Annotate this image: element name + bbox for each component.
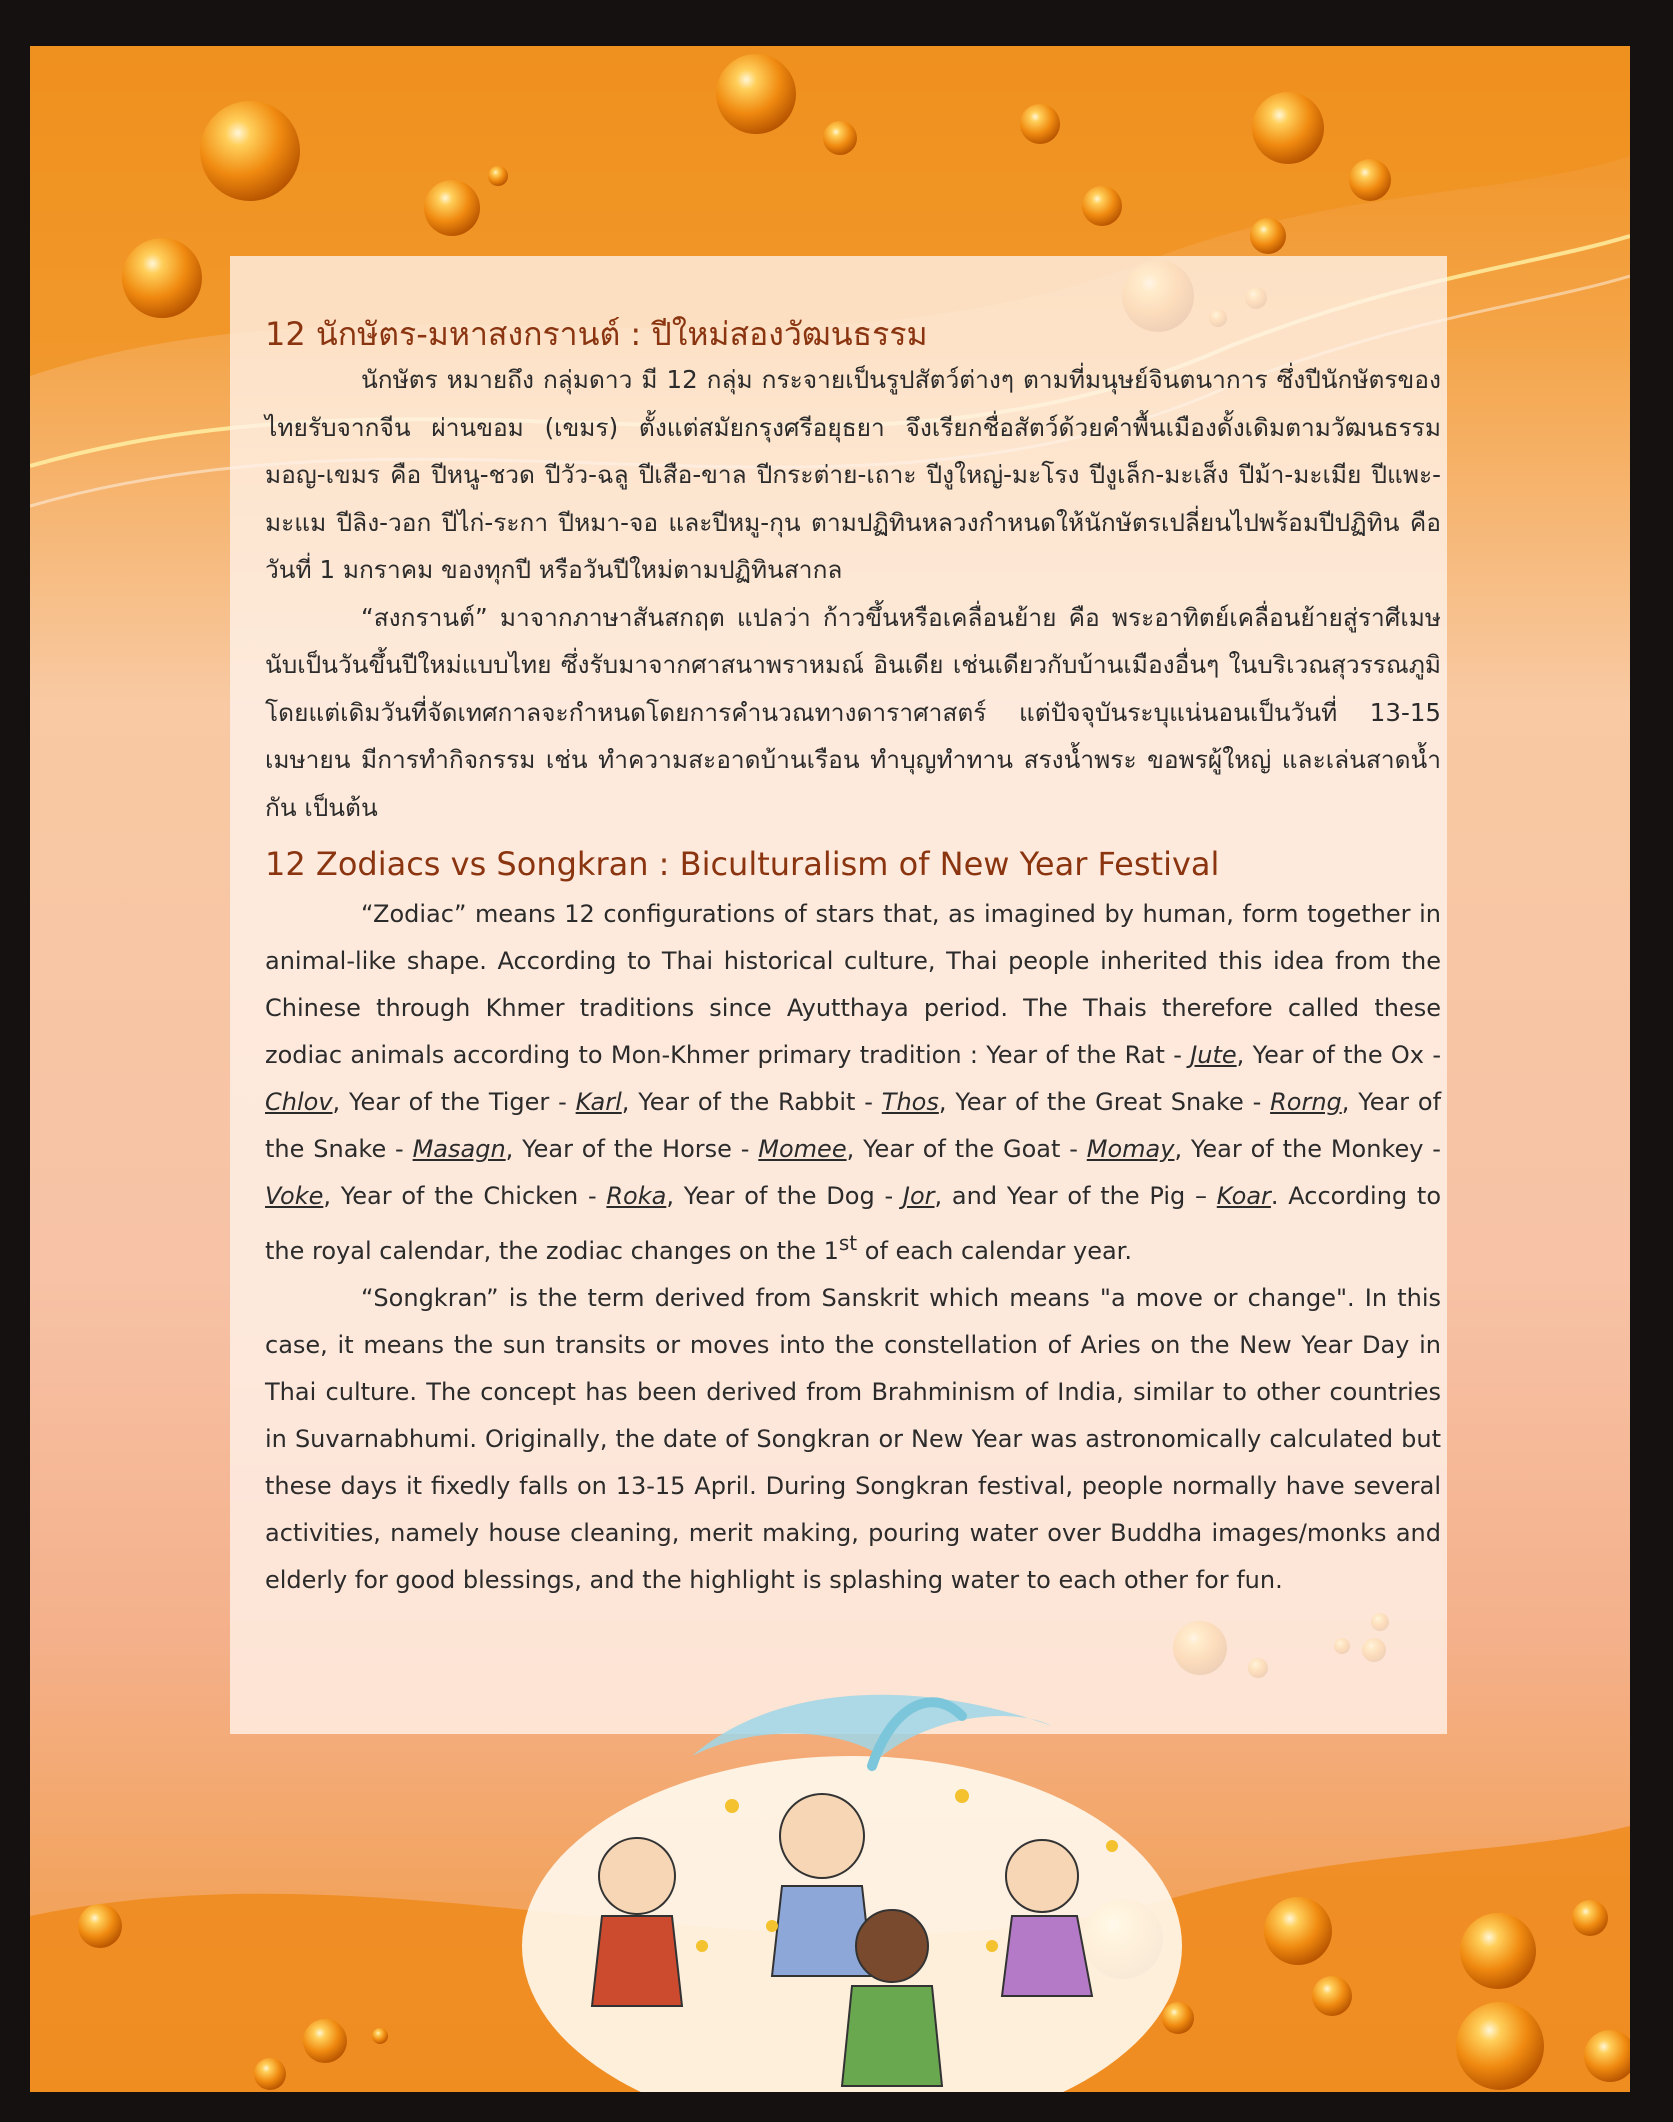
songkran-children-illustration [492,1646,1212,2092]
thai-section-body [265,356,1441,831]
zodiac-year-separator: , [1236,1041,1253,1069]
zodiac-year-name: Koar [1216,1182,1271,1210]
english-zodiac-paragraph [265,891,1441,1275]
zodiac-year [522,1135,863,1163]
zodiac-year-separator: , [938,1088,956,1116]
english-songkran-paragraph: “Songkran” is the term derived from Sanskrit which means "a move or change". In this case, it means the sun transits or moves into the constellation of Aries on the New Year Day in Thai culture. The concept has been derived from Brahminism of India, similar to other countries in Suvarnabhumi. Originally, the date of Songkran or New Year was astronomically calculated but these days it fixedly falls on 13-15 April. During Songkran festival, people normally have several activities, namely house cleaning, merit making, pouring water over Buddha images/monks and elderly for good blessings, and the highlight is splashing water to each other for fun. [265,1284,1441,1594]
zodiac-year-separator: , [323,1182,341,1210]
ordinal-suffix: st [838,1231,858,1255]
zodiac-year [1007,1182,1288,1210]
zodiac-year [349,1088,638,1116]
zodiac-year-separator: , [846,1135,864,1163]
zodiac-year-label: Year of the Ox - [1252,1041,1441,1069]
zodiac-year-label: Year of the Great Snake - [955,1088,1271,1116]
zodiac-year-label: Year of the Goat - [863,1135,1087,1163]
zodiac-year-label: Year of the Chicken - [340,1182,607,1210]
english-section-body [265,891,1441,1604]
zodiac-year [955,1088,1358,1116]
zodiac-year [684,1182,1007,1210]
zodiac-year-name: Roka [606,1182,667,1210]
zodiac-year-separator: , [621,1088,639,1116]
zodiac-year-separator: , [1341,1088,1359,1116]
zodiac-year [638,1088,955,1116]
zodiac-intro-text: “Zodiac” means 12 configurations of stars that, as imagined by human, form together in animal-like shape. According to Thai historical culture, Thai people inherited this idea from the Chinese through Khmer traditions since Ayutthaya period. The Thais therefore called these zodiac animals according to Mon-Khmer primary tradition : [265,900,1441,1069]
zodiac-year-name: Karl [575,1088,622,1116]
brochure-page [30,46,1630,2092]
zodiac-year-name: Rorng [1270,1088,1342,1116]
zodiac-year-name: Chlov [265,1088,333,1116]
zodiac-year-name: Jor [902,1182,935,1210]
zodiac-year [863,1135,1191,1163]
zodiac-year-name: Voke [265,1182,324,1210]
zodiac-year-label: Year of the Horse - [522,1135,759,1163]
english-section-title: 12 Zodiacs vs Songkran : Biculturalism of New Year Festival [265,845,1220,883]
zodiac-year-label: Year of the Rat - [986,1041,1191,1069]
zodiac-year-separator: , [1174,1135,1191,1163]
zodiac-year-name: Thos [881,1088,939,1116]
zodiac-year-name: Masagn [412,1135,506,1163]
thai-zodiac-paragraph: นักษัตร หมายถึง กลุ่มดาว มี 12 กลุ่ม กระจายเป็นรูปสัตว์ต่างๆ ตามที่มนุษย์จินตนาการ ซึ่งปีนักษัตรของไทยรับจากจีน ผ่านขอม (เขมร) ตั้งแต่สมัยกรุงศรีอยุธยา จึงเรียกชื่อสัตว์ด้วยคำพื้นเมืองดั้งเดิมตามวัฒนธรรมมอญ-เขมร คือ ปีหนู-ชวด ปีวัว-ฉลู ปีเสือ-ขาล ปีกระต่าย-เถาะ ปีงูใหญ่-มะโรง ปีงูเล็ก-มะเส็ง ปีม้า-มะเมีย ปีแพะ-มะแม ปีลิง-วอก ปีไก่-ระกา ปีหมา-จอ และปีหมู-กุน ตามปฏิทินหลวงกำหนดให้นักษัตรเปลี่ยนไปพร้อมปีปฏิทิน คือ วันที่ 1 มกราคม ของทุกปี หรือวันปีใหม่ตามปฏิทินสากล [265,365,1441,584]
zodiac-year-label: Year of the Rabbit - [638,1088,882,1116]
thai-section-title: 12 นักษัตร-มหาสงกรานต์ : ปีใหม่สองวัฒนธรรม [265,315,928,353]
zodiac-year-separator: , and [934,1182,1007,1210]
zodiac-year-separator: . [1270,1182,1289,1210]
zodiac-year-name: Momay [1086,1135,1175,1163]
zodiac-year-label: Year of the Tiger - [349,1088,576,1116]
zodiac-year-label: Year of the Pig – [1006,1182,1217,1210]
zodiac-closing-text-end: of each calendar year. [857,1237,1132,1265]
zodiac-year [986,1041,1252,1069]
zodiac-year-name: Momee [758,1135,847,1163]
zodiac-closing-text: According to the royal calendar, the zodiac changes on the 1 [265,1182,1442,1265]
zodiac-year-separator: , [666,1182,684,1210]
zodiac-year-label: Year of the Monkey - [1190,1135,1441,1163]
thai-songkran-paragraph: “สงกรานต์” มาจากภาษาสันสกฤต แปลว่า ก้าวขึ้นหรือเคลื่อนย้าย คือ พระอาทิตย์เคลื่อนย้ายสู่ราศีเมษ นับเป็นวันขึ้นปีใหม่แบบไทย ซึ่งรับมาจากศาสนาพราหมณ์ อินเดีย เช่นเดียวกับบ้านเมืองอื่นๆ ในบริเวณสุวรรณภูมิ โดยแต่เดิมวันที่จัดเทศกาลจะกำหนดโดยการคำนวณทางดาราศาสตร์ แต่ปัจจุบันระบุแน่นอนเป็นวันที่ 13-15 เมษายน มีการทำกิจกรรม เช่น ทำความสะอาดบ้านเรือน ทำบุญทำทาน สรงน้ำพระ ขอพรผู้ใหญ่ และเล่นสาดน้ำกัน เป็นต้น [265,602,1441,822]
zodiac-year-name: Jute [1190,1041,1237,1069]
zodiac-year-label: Year of the Dog - [683,1182,903,1210]
zodiac-year-label: Year of the Snake - [265,1088,1442,1163]
zodiac-year-separator: , [332,1088,349,1116]
zodiac-year-separator: , [505,1135,523,1163]
zodiac-year [341,1182,684,1210]
